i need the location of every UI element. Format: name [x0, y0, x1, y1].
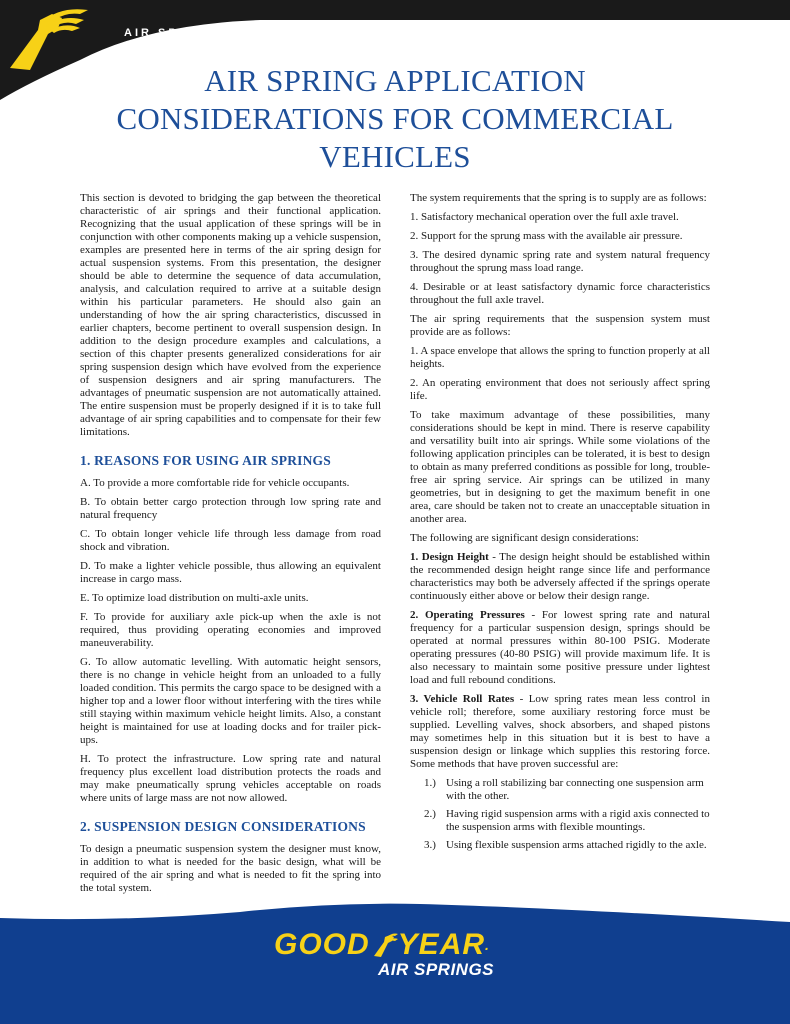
consideration-label: 3. Vehicle Roll Rates — [410, 693, 515, 705]
consideration-label: 1. Design Height — [410, 551, 489, 563]
roll-method-text: Using a roll stabilizing bar connecting one suspension arm with the other. — [446, 777, 704, 802]
title-line: CONSIDERATIONS FOR COMMERCIAL — [116, 101, 674, 136]
reason-item: B. To obtain better cargo protection through low spring rate and natural frequency — [80, 496, 381, 521]
title-line: AIR SPRING APPLICATION — [204, 63, 586, 98]
section-heading-reasons: 1. REASONS FOR USING AIR SPRINGS — [80, 453, 331, 468]
goodyear-logo — [274, 928, 514, 979]
right-column — [410, 192, 710, 858]
reason-item: G. To allow automatic levelling. With automatic height sensors, there is no change in vehicle height from an unloaded to a fully loaded condition. This permits the cargo space to be designed with a higher top and a lower floor without interfering with the tires while still staying within maximum vehicle height limits. Also, a constant height is maintained for use at loading docks and for trailer pick-ups. — [80, 656, 381, 746]
section-heading-design: 2. SUSPENSION DESIGN CONSIDERATIONS — [80, 819, 366, 834]
spring-requirement-item: 2. An operating environment that does not seriously affect spring life. — [410, 377, 710, 402]
system-requirements-intro: The system requirements that the spring is to supply are as follows: — [410, 192, 707, 204]
roll-method-item — [424, 808, 710, 834]
brand-subtitle: AIR SPRINGS — [378, 960, 495, 979]
brand-word-right: YEAR — [397, 928, 486, 961]
roll-method-text: Using flexible suspension arms attached rigidly to the axle. — [446, 839, 707, 851]
system-requirement-item: 1. Satisfactory mechanical operation over the full axle travel. — [410, 211, 679, 223]
consideration-label: 2. Operating Pressures — [410, 609, 525, 621]
intro-paragraph: This section is devoted to bridging the gap between the theoretical characteristic of air springs and their functional application. Recognizing that the usual application of these springs will be in conjunction with other components making up a vehicle suspension, examples are presented here in terms of the air spring design for actual suspension systems. From this presentation, the designer should be able to determine the sequence of data accumulation, analysis, and calculation required to arrive at a suitable design within his particular parameters. He should also gain an understanding of how the air spring characteristics, discussed in earlier chapters, become pertinent to overall suspension design. In addition to the design procedure examples and calculations, a section of this chapter presents generalized considerations for air spring suspension design which have evolved from the experience of suspension designers and air spring manufacturers. The advantages of pneumatic suspension are not automatically attained. The entire suspension must be properly designed if it is to take full advantage of air spring capabilities and to compensate for their few limitations. — [80, 192, 381, 438]
reason-item: D. To make a lighter vehicle possible, thus allowing an equivalent increase in cargo mass. — [80, 560, 381, 585]
system-requirement-item: 4. Desirable or at least satisfactory dynamic force characteristics throughout the full axle travel. — [410, 281, 710, 306]
reason-item: F. To provide for auxiliary axle pick-up when the axle is not required, thus providing operating economies and improved maneuverability. — [80, 611, 381, 649]
consideration-text: - For lowest spring rate and natural frequency for a particular suspension design, springs should be operated at normal pressures within 80-100 PSIG. Moderate operating pressures (40-80 PSIG) will provide maximum life. It is also necessary to maintain some positive pressure under lightest load and full rebound conditions. — [410, 609, 710, 686]
roll-method-text: Having rigid suspension arms with a rigid axis connected to the suspension arms with flexible mountings. — [446, 808, 710, 833]
design-intro-paragraph: To design a pneumatic suspension system the designer must know, in addition to what is needed for the basic design, what will be required of the air spring and what is needed to fit the spring into the total system. — [80, 843, 381, 894]
advantage-paragraph: To take maximum advantage of these possibilities, many considerations should be kept in mind. There is reserve capability and versatility built into air springs. While some violations of the following application principles can be tolerated, it is best to design to obtain as many preferred conditions as possible for long, trouble-free air spring service. Air springs can be utilized in many geometries, but in designing to get the maximum benefit in one area, care should be taken not to create an unacceptable situation in another area. — [410, 409, 710, 525]
consideration-item — [410, 609, 710, 687]
title-line: VEHICLES — [319, 139, 471, 174]
consideration-item — [410, 551, 710, 603]
spring-requirements-intro: The air spring requirements that the suspension system must provide are as follows: — [410, 313, 710, 338]
brand-wordmark — [274, 930, 514, 960]
brand-mark: . — [485, 937, 490, 953]
consideration-item — [410, 693, 710, 771]
consideration-text: - Low spring rates mean less control in vehicle roll; therefore, some auxiliary restoring force must be supplied. Levelling valves, shock absorbers, and shaped pistons may sometimes help in this situation but it is best to have a suspension design or linkage which supplies this restoring force. Some methods that have proven successful are: — [410, 693, 710, 770]
roll-method-number: 2.) — [424, 808, 436, 820]
roll-method-item — [424, 777, 710, 803]
page-title — [60, 62, 730, 176]
wingfoot-brand-icon — [370, 932, 398, 958]
reason-item: E. To optimize load distribution on multi-axle units. — [80, 592, 309, 604]
significant-considerations-intro: The following are significant design considerations: — [410, 532, 639, 544]
roll-method-number: 3.) — [424, 839, 436, 851]
reason-item: C. To obtain longer vehicle life through less damage from road shock and vibration. — [80, 528, 381, 553]
left-column — [80, 192, 381, 901]
roll-methods-list — [410, 777, 710, 852]
header-label: AIR SPRINGS — [124, 27, 229, 39]
brand-word-left: GOOD — [274, 928, 370, 961]
consideration-text: - The design height should be established within the recommended design height range since life and performance characteristics may both be adversely affected if the springs operate continuously either above or below their design range. — [410, 551, 710, 602]
system-requirement-item: 3. The desired dynamic spring rate and system natural frequency throughout the sprung mass load range. — [410, 249, 710, 274]
roll-method-item — [424, 839, 710, 852]
spring-requirement-item: 1. A space envelope that allows the spring to function properly at all heights. — [410, 345, 710, 370]
reason-item: H. To protect the infrastructure. Low spring rate and natural frequency plus excellent load distribution protects the roads and may make pneumatically sprung vehicles acceptable on roads where units of large mass are not now allowed. — [80, 753, 381, 804]
reason-item: A. To provide a more comfortable ride for vehicle occupants. — [80, 477, 350, 489]
roll-method-number: 1.) — [424, 777, 436, 789]
system-requirement-item: 2. Support for the sprung mass with the available air pressure. — [410, 230, 683, 242]
